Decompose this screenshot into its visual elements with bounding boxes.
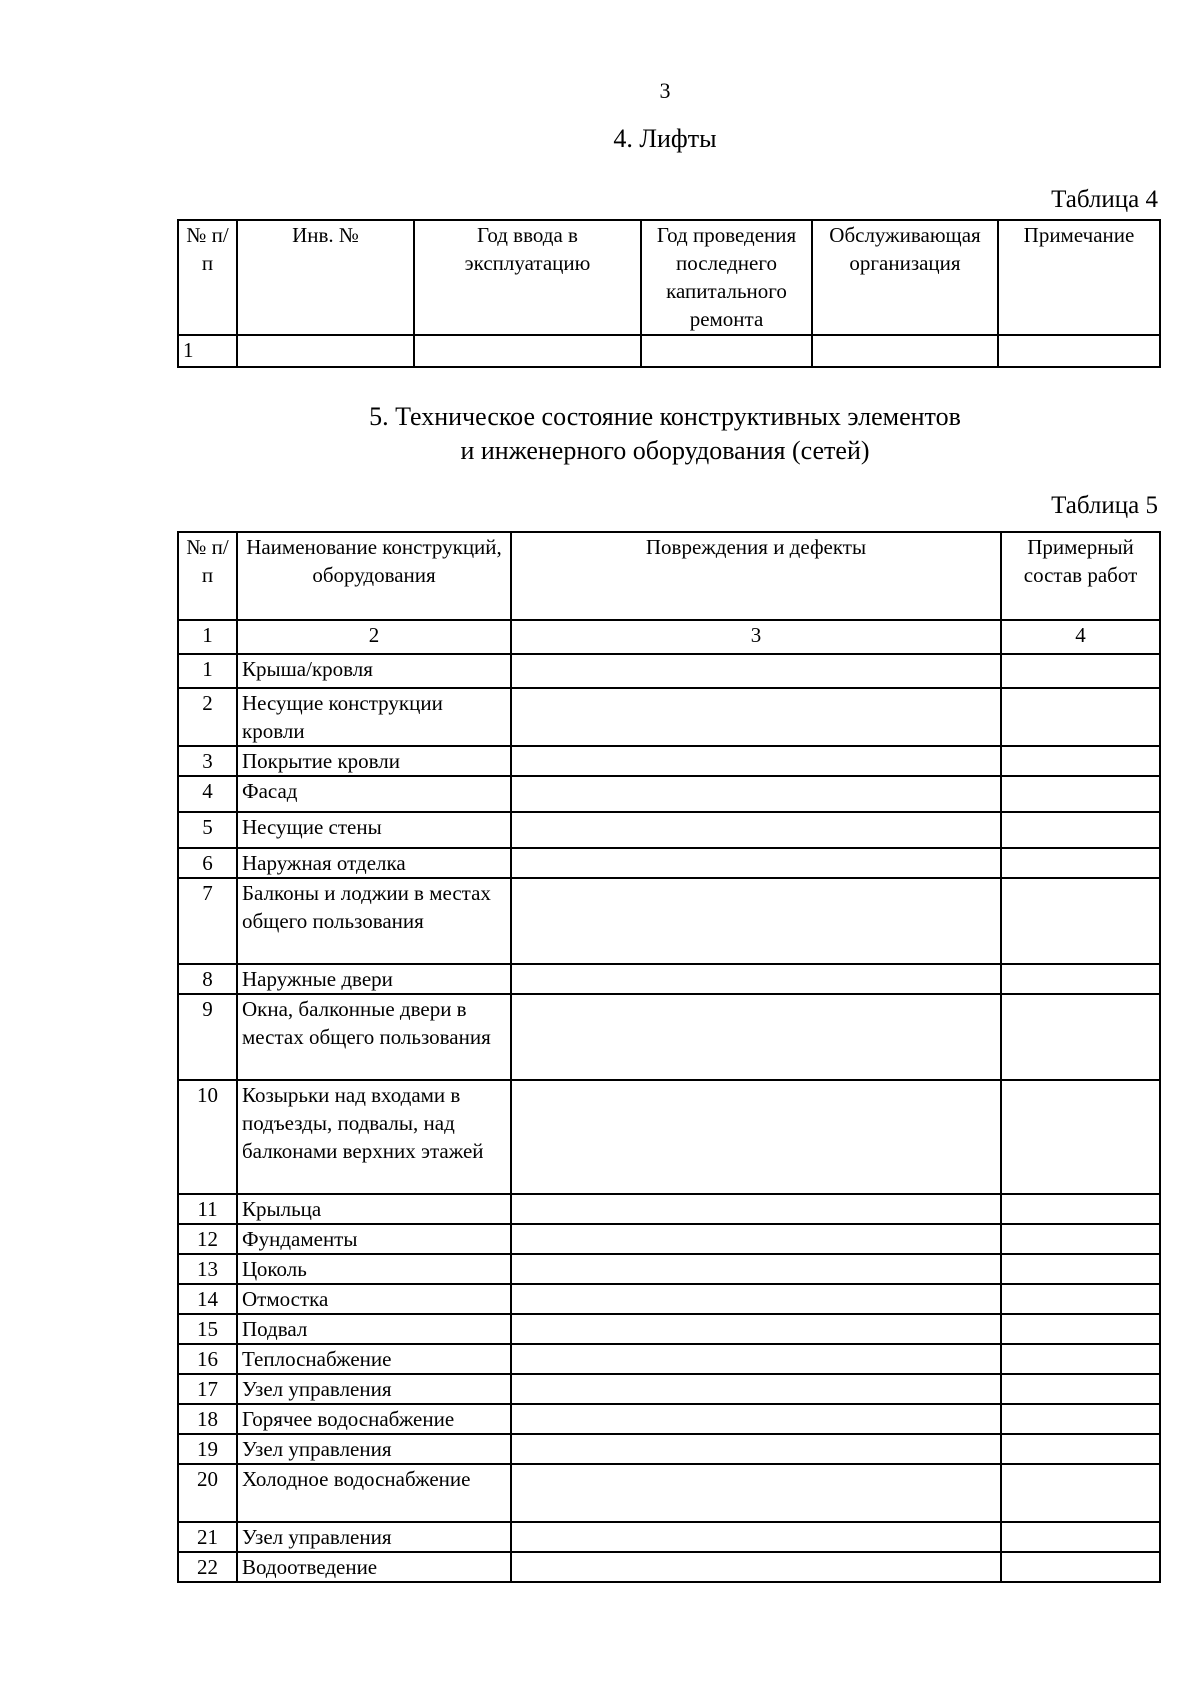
table-row [178,878,1160,964]
table-row [178,812,1160,848]
page-number: 3 [659,78,671,103]
damage-defects-cell [511,746,1001,776]
structure-name: Козырьки над входами в подъезды, подвалы, над балконами верхних этажей [237,1080,511,1194]
damage-defects-cell [511,1284,1001,1314]
works-scope-cell [1001,776,1160,812]
table-row [178,1404,1160,1434]
row-number: 9 [178,994,237,1080]
header-works-scope: Примерный состав работ [1001,532,1160,620]
row-number: 11 [178,1194,237,1224]
table-row [178,1552,1160,1582]
works-scope-cell [1001,1314,1160,1344]
structure-name: Наружные двери [237,964,511,994]
works-scope-cell [1001,994,1160,1080]
header-number: № п/п [178,532,237,620]
structure-name: Отмостка [237,1284,511,1314]
works-scope-cell [1001,848,1160,878]
cell-note [998,335,1160,367]
structure-name: Крыльца [237,1194,511,1224]
table-row [178,1314,1160,1344]
row-number: 14 [178,1284,237,1314]
column-number-3: 3 [511,620,1001,654]
damage-defects-cell [511,1374,1001,1404]
structure-name: Несущие стены [237,812,511,848]
header-structure-name: Наименование конструкций, оборудования [237,532,511,620]
works-scope-cell [1001,1254,1160,1284]
column-number-2: 2 [237,620,511,654]
damage-defects-cell [511,1254,1001,1284]
row-number: 13 [178,1254,237,1284]
header-last-repair-year: Год проведения последнего капитального ремонта [641,220,812,335]
table-row [178,746,1160,776]
section-5-heading [0,400,1200,468]
works-scope-cell [1001,1080,1160,1194]
header-damage-defects: Повреждения и дефекты [511,532,1001,620]
row-number: 19 [178,1434,237,1464]
structure-name: Узел управления [237,1374,511,1404]
row-number: 5 [178,812,237,848]
table-row [178,1254,1160,1284]
damage-defects-cell [511,878,1001,964]
header-number: № п/п [178,220,237,335]
table-row [178,964,1160,994]
damage-defects-cell [511,1434,1001,1464]
table-row [178,335,1160,367]
header-inventory-number: Инв. № [237,220,414,335]
cell-commissioning-year [414,335,641,367]
damage-defects-cell [511,776,1001,812]
row-number: 1 [178,654,237,688]
column-number-4: 4 [1001,620,1160,654]
damage-defects-cell [511,1080,1001,1194]
works-scope-cell [1001,1404,1160,1434]
damage-defects-cell [511,1552,1001,1582]
works-scope-cell [1001,688,1160,746]
works-scope-cell [1001,1284,1160,1314]
structure-name: Крыша/кровля [237,654,511,688]
row-number: 12 [178,1224,237,1254]
lifts-table [177,219,1161,368]
row-number: 8 [178,964,237,994]
structure-name: Узел управления [237,1522,511,1552]
works-scope-cell [1001,654,1160,688]
table-4-caption: Таблица 4 [1051,186,1158,213]
table-row [178,1284,1160,1314]
row-number: 15 [178,1314,237,1344]
structure-name: Водоотведение [237,1552,511,1582]
damage-defects-cell [511,848,1001,878]
row-number: 18 [178,1404,237,1434]
structure-name: Холодное водоснабжение [237,1464,511,1522]
damage-defects-cell [511,1464,1001,1522]
table-row [178,848,1160,878]
structure-name: Цоколь [237,1254,511,1284]
table-header-row [178,532,1160,620]
section-5-heading-line-1: 5. Техническое состояние конструктивных элементов [369,402,961,431]
works-scope-cell [1001,1344,1160,1374]
table-row [178,1344,1160,1374]
works-scope-cell [1001,1374,1160,1404]
damage-defects-cell [511,812,1001,848]
row-number: 2 [178,688,237,746]
damage-defects-cell [511,1224,1001,1254]
column-number-1: 1 [178,620,237,654]
table-header-row [178,220,1160,335]
works-scope-cell [1001,746,1160,776]
table-row [178,776,1160,812]
works-scope-cell [1001,1464,1160,1522]
structure-name: Подвал [237,1314,511,1344]
section-4-heading: 4. Лифты [613,124,717,153]
works-scope-cell [1001,1522,1160,1552]
row-number: 10 [178,1080,237,1194]
damage-defects-cell [511,1194,1001,1224]
cell-service-organization [812,335,998,367]
damage-defects-cell [511,1522,1001,1552]
structure-name: Теплоснабжение [237,1344,511,1374]
column-numbers-row [178,620,1160,654]
works-scope-cell [1001,1434,1160,1464]
table-row [178,1080,1160,1194]
works-scope-cell [1001,1224,1160,1254]
damage-defects-cell [511,994,1001,1080]
works-scope-cell [1001,964,1160,994]
damage-defects-cell [511,654,1001,688]
table-row [178,654,1160,688]
table-row [178,688,1160,746]
damage-defects-cell [511,1404,1001,1434]
row-number: 6 [178,848,237,878]
structure-name: Окна, балконные двери в местах общего пользования [237,994,511,1080]
damage-defects-cell [511,688,1001,746]
header-service-organization: Обслуживающая организация [812,220,998,335]
header-commissioning-year: Год ввода в эксплуатацию [414,220,641,335]
works-scope-cell [1001,1194,1160,1224]
table-5-caption: Таблица 5 [1051,492,1158,519]
row-number: 16 [178,1344,237,1374]
row-number: 21 [178,1522,237,1552]
table-row [178,1224,1160,1254]
damage-defects-cell [511,964,1001,994]
works-scope-cell [1001,812,1160,848]
header-note: Примечание [998,220,1160,335]
technical-condition-table [177,531,1161,1583]
row-number: 17 [178,1374,237,1404]
table-row [178,1434,1160,1464]
structure-name: Несущие конструкции кровли [237,688,511,746]
structure-name: Горячее водоснабжение [237,1404,511,1434]
table-row [178,1194,1160,1224]
damage-defects-cell [511,1344,1001,1374]
section-5-heading-line-2: и инженерного оборудования (сетей) [460,436,870,465]
works-scope-cell [1001,878,1160,964]
structure-name: Фасад [237,776,511,812]
structure-name: Покрытие кровли [237,746,511,776]
structure-name: Наружная отделка [237,848,511,878]
row-number: 4 [178,776,237,812]
row-number: 3 [178,746,237,776]
cell-number: 1 [178,335,237,367]
structure-name: Фундаменты [237,1224,511,1254]
table-row [178,1374,1160,1404]
structure-name: Узел управления [237,1434,511,1464]
row-number: 20 [178,1464,237,1522]
table-row [178,1522,1160,1552]
structure-name: Балконы и лоджии в местах общего пользования [237,878,511,964]
works-scope-cell [1001,1552,1160,1582]
table-row [178,994,1160,1080]
table-row [178,1464,1160,1522]
cell-last-repair-year [641,335,812,367]
damage-defects-cell [511,1314,1001,1344]
row-number: 22 [178,1552,237,1582]
cell-inventory-number [237,335,414,367]
row-number: 7 [178,878,237,964]
